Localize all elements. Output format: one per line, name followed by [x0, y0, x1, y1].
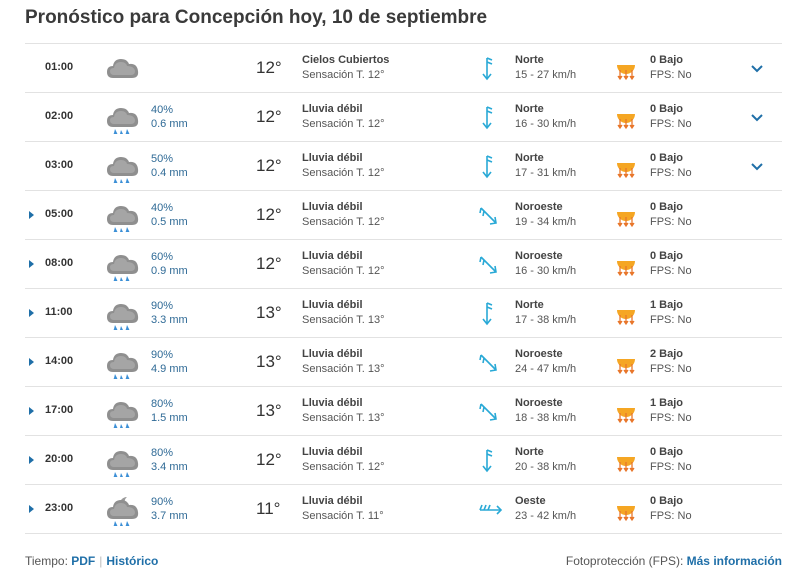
wind-northwest-icon: [478, 252, 500, 278]
condition-text: Lluvia débil: [302, 397, 363, 409]
hour-label: 17:00: [45, 404, 74, 416]
feels-like: Sensación T. 12°: [302, 167, 385, 179]
footer-left: [25, 554, 158, 568]
temperature: 13°: [256, 352, 282, 371]
forecast-row[interactable]: [25, 240, 782, 289]
wind-northwest-icon: [478, 203, 500, 229]
temperature: 12°: [256, 156, 282, 175]
expand-caret-icon[interactable]: [29, 407, 34, 415]
hour-label: 08:00: [45, 257, 74, 269]
condition: [302, 298, 384, 328]
uv-sun-icon: [615, 153, 637, 180]
condition: [302, 53, 389, 83]
fps-value: FPS: No: [650, 118, 692, 130]
uv-level: 1 Bajo: [650, 397, 684, 409]
hourly-forecast-table: [25, 43, 782, 534]
rain-amount: 1.5 mm: [151, 412, 188, 424]
uv-sun-icon: [615, 300, 637, 327]
rain-probability: 60%: [151, 251, 174, 263]
rain-icon: [105, 396, 141, 428]
wind-north-icon: [478, 105, 500, 131]
wind: [515, 151, 576, 181]
uv-level: 0 Bajo: [650, 495, 684, 507]
wind-northwest-icon: [478, 350, 500, 376]
condition: [302, 200, 384, 230]
wind: [515, 102, 576, 132]
temperature: 13°: [256, 303, 282, 322]
condition-text: Lluvia débil: [302, 495, 363, 507]
temperature: 12°: [256, 58, 282, 77]
fps-value: FPS: No: [650, 216, 692, 228]
wind-north-icon: [478, 56, 500, 82]
chevron-down-icon[interactable]: [750, 159, 764, 169]
footer-fps-label: Fotoprotección (FPS):: [565, 554, 684, 568]
condition: [302, 445, 384, 475]
uv-index: [650, 200, 692, 230]
condition: [302, 494, 384, 524]
wind-direction: Norte: [515, 446, 544, 458]
rain-probability: 90%: [151, 300, 174, 312]
hour-label: 14:00: [45, 355, 74, 367]
wind: [515, 494, 576, 524]
uv-index: [650, 53, 692, 83]
hour-label: 11:00: [45, 306, 73, 318]
uv-index: [650, 445, 692, 475]
precipitation: [151, 201, 188, 229]
wind-direction: Norte: [515, 54, 544, 66]
wind: [515, 396, 576, 426]
rain-probability: 50%: [151, 153, 174, 165]
cloudy-icon: [105, 53, 141, 85]
condition-text: Lluvia débil: [302, 250, 363, 262]
uv-sun-icon: [615, 251, 637, 278]
forecast-row[interactable]: [25, 485, 782, 534]
uv-sun-icon: [615, 55, 637, 82]
chevron-down-icon[interactable]: [750, 110, 764, 120]
condition-text: Lluvia débil: [302, 152, 363, 164]
temperature: 11°: [256, 499, 281, 518]
wind-direction: Noroeste: [515, 201, 563, 213]
temperature: 12°: [256, 450, 282, 469]
expand-caret-icon[interactable]: [29, 505, 34, 513]
condition-text: Lluvia débil: [302, 299, 363, 311]
chevron-down-icon[interactable]: [750, 61, 764, 71]
uv-index: [650, 396, 692, 426]
wind-speed: 18 - 38 km/h: [515, 412, 577, 424]
wind-direction: Norte: [515, 152, 544, 164]
wind-direction: Noroeste: [515, 397, 563, 409]
feels-like: Sensación T. 12°: [302, 69, 385, 81]
forecast-row[interactable]: [25, 44, 782, 93]
wind-north-icon: [478, 448, 500, 474]
rain-icon: [105, 200, 141, 232]
wind: [515, 445, 576, 475]
feels-like: Sensación T. 12°: [302, 216, 385, 228]
uv-index: [650, 298, 692, 328]
rain-icon: [105, 347, 141, 379]
page-title: Pronóstico para Concepción hoy, 10 de septiembre: [25, 7, 488, 28]
feels-like: Sensación T. 12°: [302, 461, 385, 473]
wind-speed: 16 - 30 km/h: [515, 118, 577, 130]
rain-icon: [105, 298, 141, 330]
feels-like: Sensación T. 11°: [302, 510, 384, 522]
forecast-row[interactable]: [25, 93, 782, 142]
fps-value: FPS: No: [650, 167, 692, 179]
temperature: 12°: [256, 107, 282, 126]
wind-north-icon: [478, 301, 500, 327]
rain-amount: 0.6 mm: [151, 118, 188, 130]
uv-index: [650, 102, 692, 132]
wind: [515, 249, 576, 279]
fps-value: FPS: No: [650, 363, 692, 375]
wind-direction: Norte: [515, 299, 544, 311]
fps-value: FPS: No: [650, 510, 692, 522]
temperature: 12°: [256, 205, 282, 224]
uv-index: [650, 347, 692, 377]
wind-speed: 16 - 30 km/h: [515, 265, 577, 277]
wind-direction: Noroeste: [515, 250, 563, 262]
rain-amount: 0.4 mm: [151, 167, 188, 179]
forecast-row[interactable]: [25, 436, 782, 485]
uv-level: 2 Bajo: [650, 348, 684, 360]
uv-sun-icon: [615, 496, 637, 523]
wind-northwest-icon: [478, 399, 500, 425]
precipitation: [151, 250, 188, 278]
footer-separator: |: [99, 554, 103, 568]
wind-speed: 20 - 38 km/h: [515, 461, 577, 473]
rain-icon: [105, 151, 141, 183]
historic-link[interactable]: Histórico: [106, 554, 159, 568]
condition: [302, 396, 384, 426]
wind: [515, 298, 576, 328]
precipitation: [151, 446, 188, 474]
condition: [302, 347, 384, 377]
fps-value: FPS: No: [650, 461, 692, 473]
wind-speed: 15 - 27 km/h: [515, 69, 577, 81]
wind-north-icon: [478, 154, 500, 180]
condition-text: Cielos Cubiertos: [302, 54, 390, 66]
fps-value: FPS: No: [650, 69, 692, 81]
wind: [515, 347, 576, 377]
rain-probability: 40%: [151, 104, 174, 116]
hour-label: 20:00: [45, 453, 74, 465]
wind-speed: 17 - 31 km/h: [515, 167, 577, 179]
hour-label: 05:00: [45, 208, 74, 220]
uv-index: [650, 249, 692, 279]
fps-value: FPS: No: [650, 314, 692, 326]
temperature: 13°: [256, 401, 282, 420]
expand-caret-icon[interactable]: [29, 309, 34, 317]
wind-direction: Norte: [515, 103, 544, 115]
expand-caret-icon[interactable]: [29, 358, 34, 366]
wind: [515, 200, 576, 230]
hour-label: 03:00: [45, 159, 74, 171]
uv-sun-icon: [615, 202, 637, 229]
forecast-row[interactable]: [25, 191, 782, 240]
feels-like: Sensación T. 13°: [302, 314, 385, 326]
uv-level: 0 Bajo: [650, 54, 684, 66]
precipitation: [151, 397, 188, 425]
uv-sun-icon: [615, 104, 637, 131]
wind-speed: 19 - 34 km/h: [515, 216, 577, 228]
rain-probability: 90%: [151, 349, 174, 361]
night-rain-icon: [105, 494, 141, 526]
uv-level: 0 Bajo: [650, 201, 684, 213]
feels-like: Sensación T. 13°: [302, 363, 385, 375]
feels-like: Sensación T. 12°: [302, 265, 385, 277]
uv-index: [650, 151, 692, 181]
expand-caret-icon[interactable]: [29, 260, 34, 268]
forecast-row[interactable]: [25, 289, 782, 338]
more-info-link[interactable]: Más información: [686, 554, 782, 568]
rain-amount: 0.9 mm: [151, 265, 188, 277]
condition: [302, 151, 384, 181]
hour-label: 02:00: [45, 110, 74, 122]
condition-text: Lluvia débil: [302, 201, 363, 213]
rain-icon: [105, 445, 141, 477]
rain-amount: 4.9 mm: [151, 363, 188, 375]
precipitation: [151, 103, 188, 131]
uv-sun-icon: [615, 349, 637, 376]
footer-right: [566, 554, 782, 568]
wind-direction: Oeste: [515, 495, 546, 507]
fps-value: FPS: No: [650, 265, 692, 277]
hour-label: 01:00: [45, 61, 74, 73]
condition: [302, 102, 384, 132]
wind-speed: 24 - 47 km/h: [515, 363, 577, 375]
rain-icon: [105, 249, 141, 281]
precipitation: [151, 299, 188, 327]
rain-amount: 3.7 mm: [151, 510, 188, 522]
uv-index: [650, 494, 692, 524]
rain-amount: 3.3 mm: [151, 314, 188, 326]
uv-level: 1 Bajo: [650, 299, 684, 311]
uv-sun-icon: [615, 447, 637, 474]
condition-text: Lluvia débil: [302, 103, 363, 115]
precipitation: [151, 495, 188, 523]
condition-text: Lluvia débil: [302, 446, 363, 458]
wind-west-icon: [478, 497, 500, 523]
wind: [515, 53, 576, 83]
hour-label: 23:00: [45, 502, 74, 514]
pdf-link[interactable]: PDF: [71, 554, 96, 568]
expand-caret-icon[interactable]: [29, 456, 34, 464]
feels-like: Sensación T. 12°: [302, 118, 385, 130]
rain-probability: 80%: [151, 447, 174, 459]
rain-amount: 0.5 mm: [151, 216, 188, 228]
rain-amount: 3.4 mm: [151, 461, 188, 473]
rain-probability: 90%: [151, 496, 174, 508]
uv-sun-icon: [615, 398, 637, 425]
feels-like: Sensación T. 13°: [302, 412, 385, 424]
forecast-row[interactable]: [25, 142, 782, 191]
wind-speed: 23 - 42 km/h: [515, 510, 577, 522]
uv-level: 0 Bajo: [650, 250, 684, 262]
forecast-row[interactable]: [25, 338, 782, 387]
wind-speed: 17 - 38 km/h: [515, 314, 577, 326]
precipitation: [151, 152, 188, 180]
fps-value: FPS: No: [650, 412, 692, 424]
condition: [302, 249, 384, 279]
rain-icon: [105, 102, 141, 134]
uv-level: 0 Bajo: [650, 446, 684, 458]
temperature: 12°: [256, 254, 282, 273]
rain-probability: 40%: [151, 202, 174, 214]
wind-direction: Noroeste: [515, 348, 563, 360]
uv-level: 0 Bajo: [650, 103, 684, 115]
footer-weather-label: Tiempo:: [25, 554, 68, 568]
uv-level: 0 Bajo: [650, 152, 684, 164]
forecast-row[interactable]: [25, 387, 782, 436]
precipitation: [151, 348, 188, 376]
rain-probability: 80%: [151, 398, 174, 410]
condition-text: Lluvia débil: [302, 348, 363, 360]
expand-caret-icon[interactable]: [29, 211, 34, 219]
